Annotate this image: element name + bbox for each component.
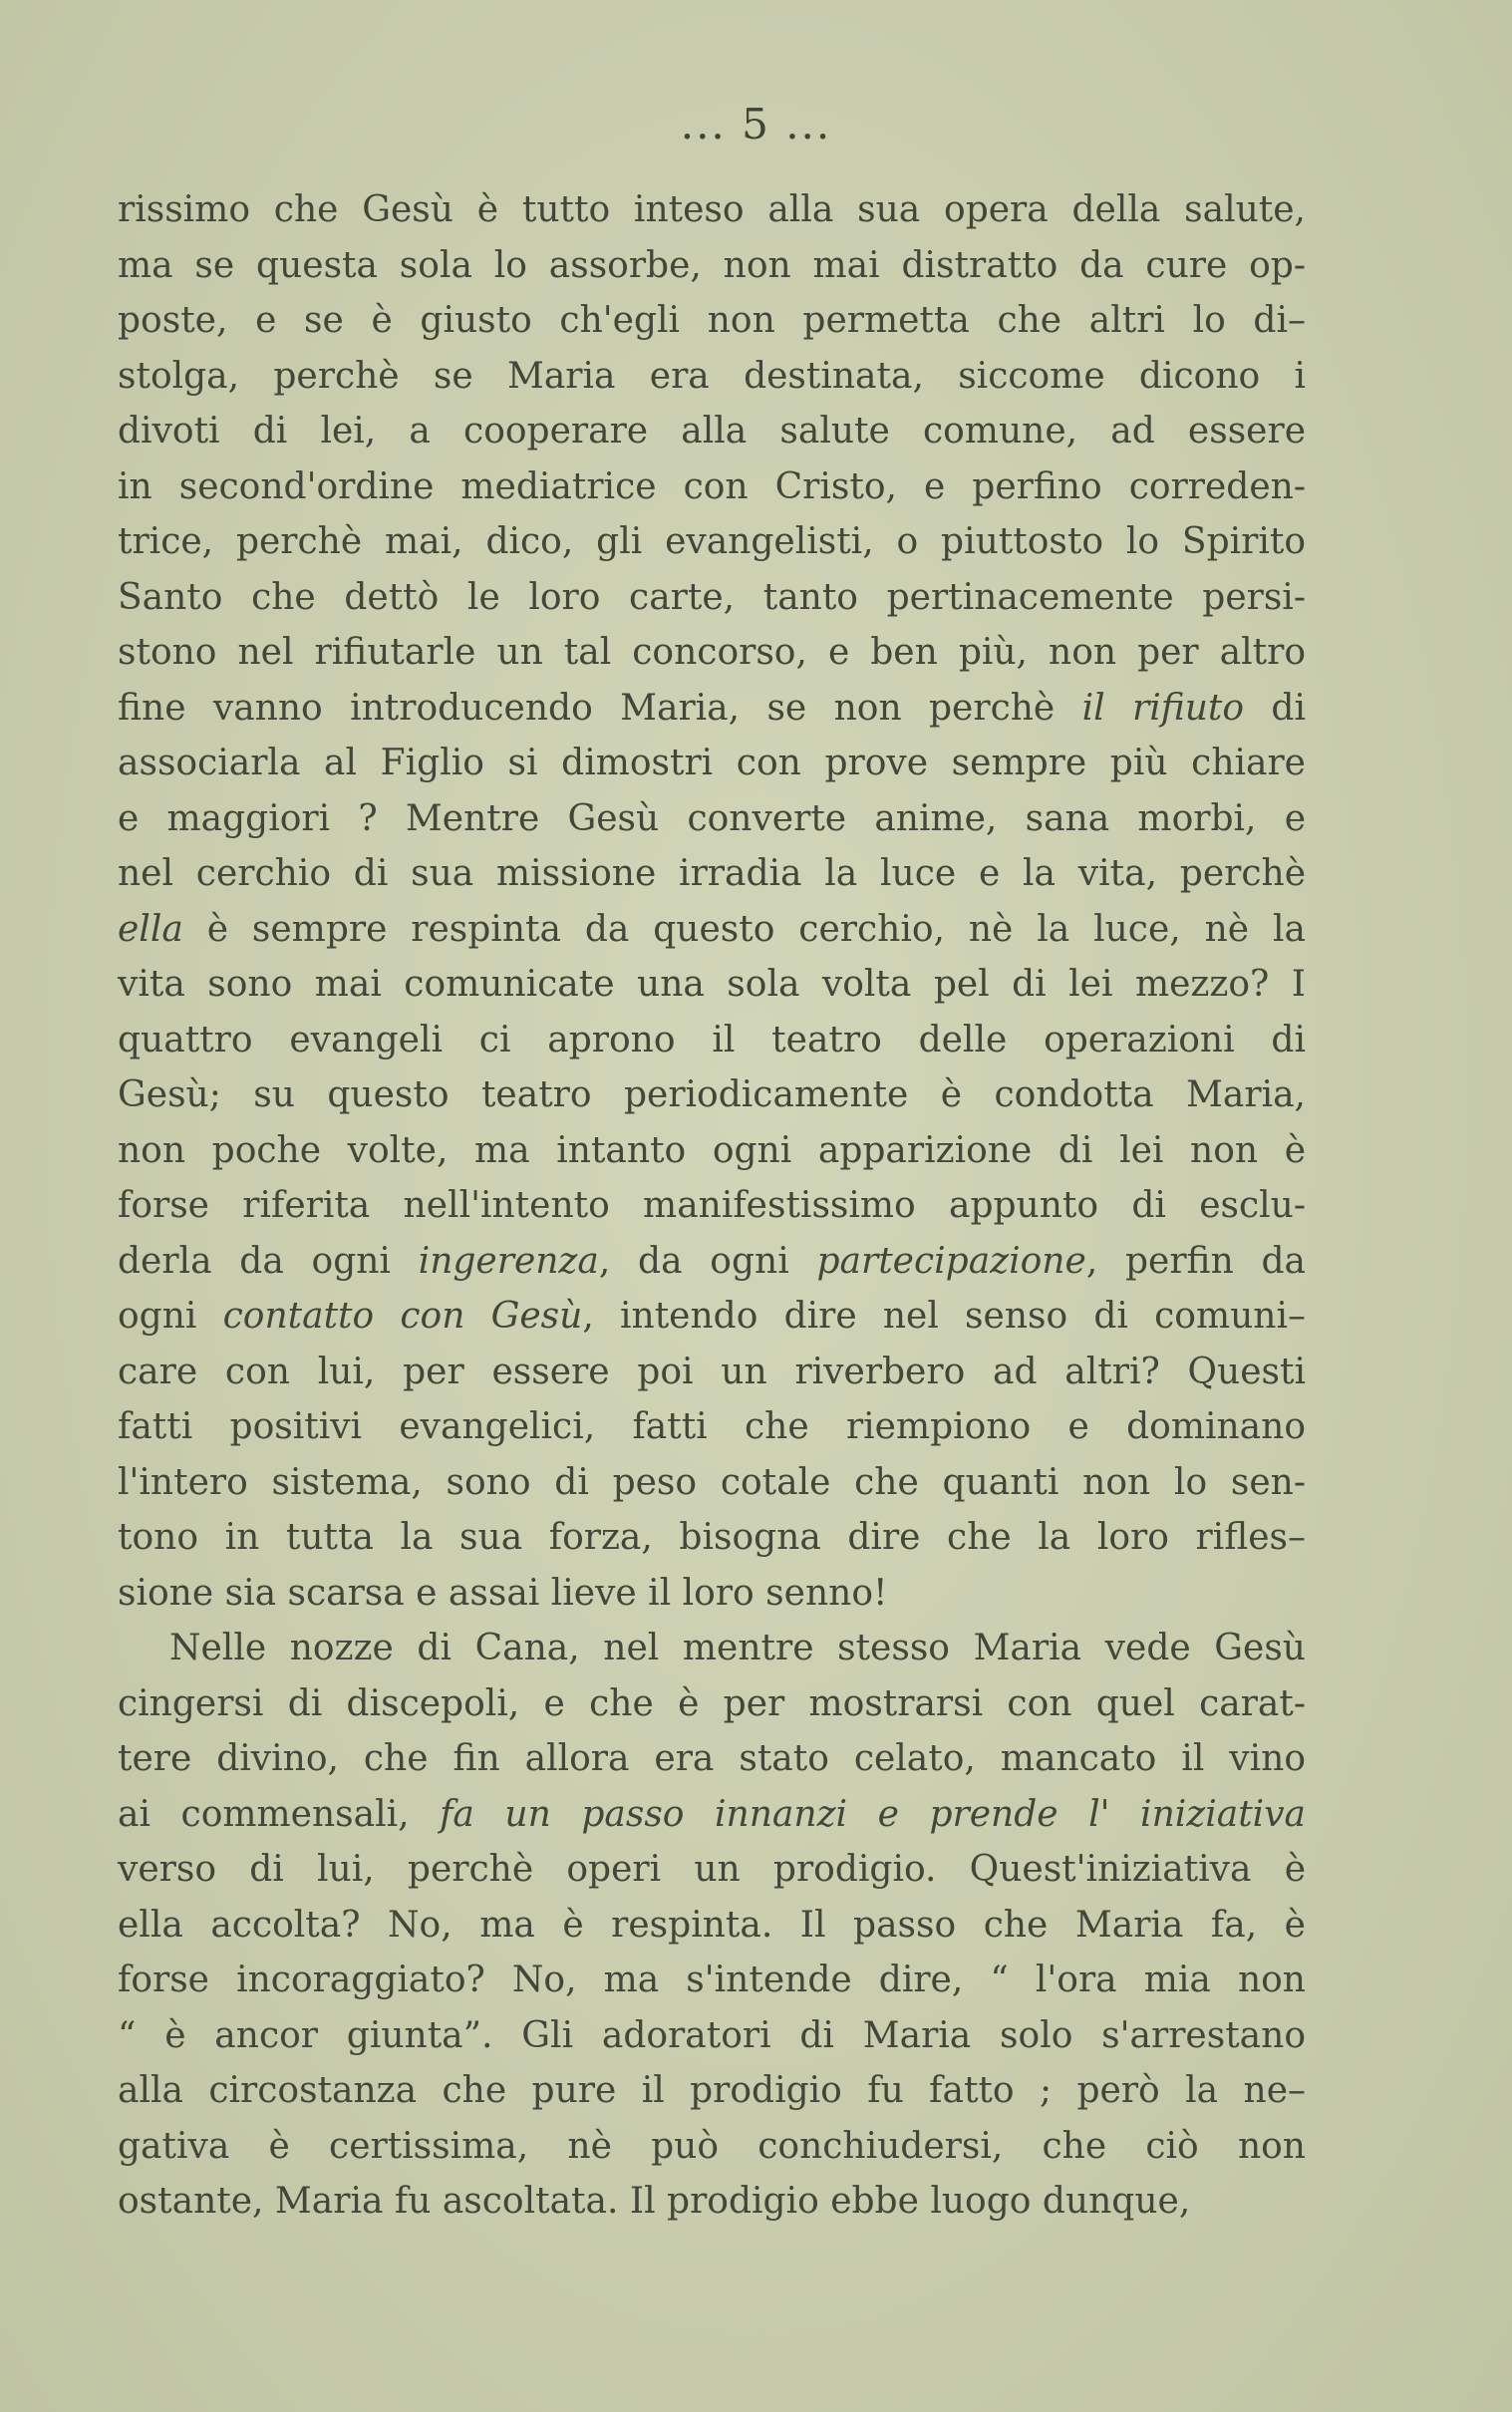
text-line: forse incoraggiato? No, ma s'intende dire, “ l'ora mia non bbox=[118, 1960, 1306, 2000]
text-line: non poche volte, ma intanto ogni apparizione di lei non è bbox=[118, 1129, 1306, 1171]
text-span: , intendo dire nel senso di comuni– bbox=[582, 1296, 1306, 1337]
text-line: care con lui, per essere poi un riverbero ad altri? Questi bbox=[118, 1351, 1306, 1392]
text-line: ella accolta? No, ma è respinta. Il passo che Maria fa, è bbox=[118, 1904, 1306, 1946]
text-line bbox=[118, 902, 1306, 958]
text-line: divoti di lei, a cooperare alla salute comune, ad essere bbox=[118, 411, 1306, 452]
text-span: ai commensali, bbox=[118, 1793, 441, 1835]
text-span: , perfin da bbox=[1085, 1240, 1307, 1282]
italic-span: contatto con Gesù bbox=[222, 1296, 583, 1337]
text-line: gativa è certissima, nè può conchiudersi, che ciò non bbox=[118, 2125, 1306, 2167]
text-line: rissimo che Gesù è tutto inteso alla sua opera della salute, bbox=[118, 189, 1306, 230]
text-line: tere divino, che fin allora era stato celato, mancato il vino bbox=[118, 1738, 1306, 1779]
text-line: poste, e se è giusto ch'egli non permetta che altri lo di– bbox=[118, 300, 1306, 341]
text-line bbox=[118, 1234, 1306, 1290]
text-line: Nelle nozze di Cana, nel mentre stesso Maria vede Gesù bbox=[169, 1628, 1306, 1668]
text-line: “ è ancor giunta”. Gli adoratori di Maria solo s'arrestano bbox=[118, 2014, 1306, 2056]
italic-span: ella bbox=[118, 908, 183, 950]
text-line bbox=[118, 681, 1306, 737]
text-line: verso di lui, perchè operi un prodigio. Quest'iniziativa è bbox=[118, 1849, 1306, 1890]
text-line: fatti positivi evangelici, fatti che riempiono e dominano bbox=[118, 1406, 1306, 1447]
text-span: fine vanno introducendo Maria, se non perchè bbox=[118, 687, 1082, 729]
text-line: tono in tutta la sua forza, bisogna dire che la loro rifles– bbox=[118, 1517, 1306, 1558]
text-span: di bbox=[1244, 687, 1306, 729]
italic-span: il rifiuto bbox=[1081, 687, 1245, 729]
italic-span: fa un passo innanzi e prende l' iniziativa bbox=[440, 1793, 1306, 1835]
text-line bbox=[118, 1787, 1306, 1843]
text-line: associarla al Figlio si dimostri con prove sempre più chiare bbox=[118, 743, 1306, 783]
italic-span: partecipazione bbox=[816, 1240, 1086, 1282]
text-line: Gesù; su questo teatro periodicamente è condotta Maria, bbox=[118, 1074, 1306, 1115]
text-line: nel cerchio di sua missione irradia la luce e la vita, perchè bbox=[118, 853, 1306, 894]
text-line: trice, perchè mai, dico, gli evangelisti, o piuttosto lo Spirito bbox=[118, 521, 1306, 562]
text-line: l'intero sistema, sono di peso cotale che quanti non lo sen- bbox=[118, 1461, 1306, 1503]
text-line: stono nel rifiutarle un tal concorso, e ben più, non per altro bbox=[118, 632, 1306, 673]
text-line: quattro evangeli ci aprono il teatro delle operazioni di bbox=[118, 1019, 1306, 1060]
text-line bbox=[118, 1289, 1306, 1345]
page-number: ... 5 ... bbox=[680, 100, 832, 149]
text-line: ma se questa sola lo assorbe, non mai distratto da cure op- bbox=[118, 244, 1306, 286]
text-line: forse riferita nell'intento manifestissimo appunto di esclu- bbox=[118, 1185, 1306, 1226]
text-line: sione sia scarsa e assai lieve il loro senno! bbox=[118, 1572, 888, 1614]
text-line: cingersi di discepoli, e che è per mostrarsi con quel carat- bbox=[118, 1682, 1306, 1724]
text-line: vita sono mai comunicate una sola volta pel di lei mezzo? I bbox=[118, 964, 1306, 1005]
text-line: Santo che dettò le loro carte, tanto pertinacemente persi- bbox=[118, 576, 1306, 618]
text-span: ogni bbox=[118, 1296, 223, 1337]
text-line: ostante, Maria fu ascoltata. Il prodigio ebbe luogo dunque, bbox=[118, 2181, 1191, 2222]
text-span: è sempre respinta da questo cerchio, nè la luce, nè la bbox=[182, 908, 1306, 950]
text-line: in second'ordine mediatrice con Cristo, e perfino correden- bbox=[118, 465, 1306, 507]
text-span: derla da ogni bbox=[118, 1240, 419, 1282]
text-span: , da ogni bbox=[598, 1240, 817, 1282]
body-text bbox=[118, 182, 1306, 2230]
text-line: alla circostanza che pure il prodigio fu fatto ; però la ne– bbox=[118, 2070, 1306, 2111]
text-line: e maggiori ? Mentre Gesù converte anime, sana morbi, e bbox=[118, 797, 1306, 839]
italic-span: ingerenza bbox=[418, 1240, 599, 1282]
text-line: stolga, perchè se Maria era destinata, siccome dicono i bbox=[118, 355, 1306, 397]
